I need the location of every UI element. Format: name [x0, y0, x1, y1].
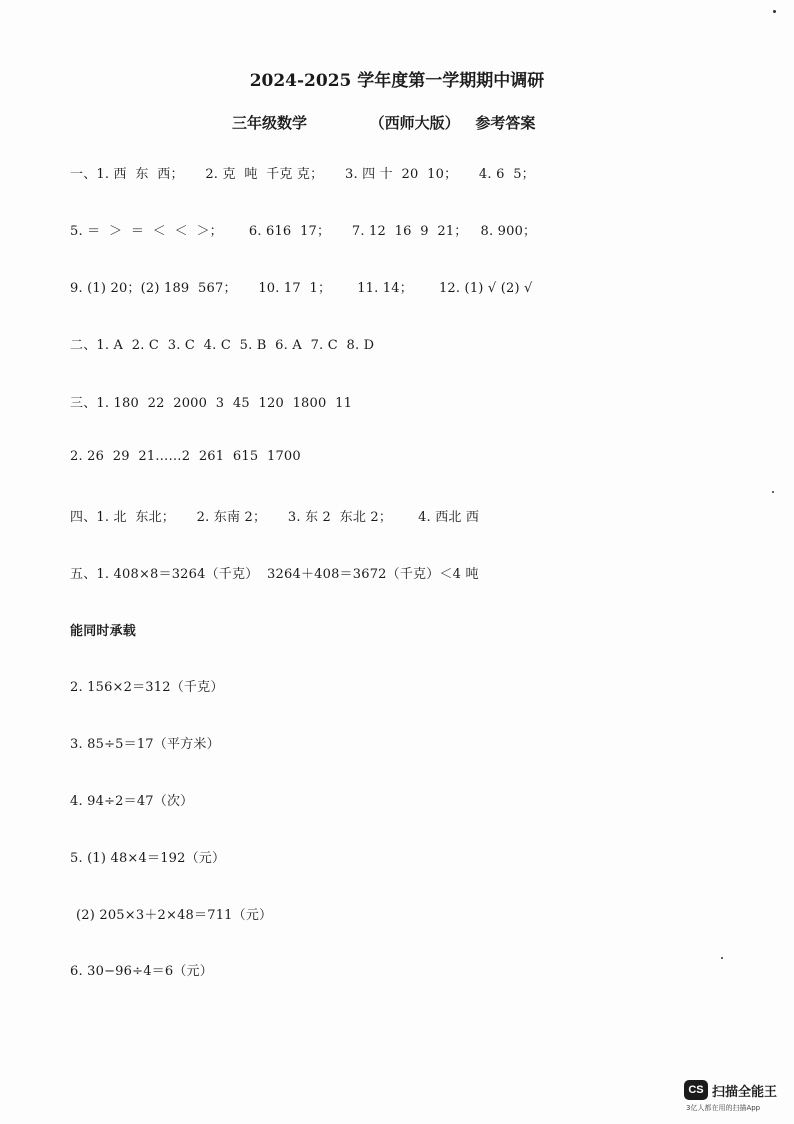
answer-line: 4. 94÷2＝47（次）	[70, 794, 194, 809]
answer-line: 一、1. 西 东 西； 2. 克 吨 千克 克； 3. 四 十 20 10； 4. 6 5；	[70, 167, 535, 182]
answer-line: 5. ＝ ＞ ＝ ＜ ＜ ＞； 6. 616 17； 7. 12 16 9 21； 8. 900；	[70, 224, 537, 239]
scan-speck	[773, 10, 776, 13]
answer-line: 9. (1) 20；(2) 189 567； 10. 17 1； 11. 14； 12. (1) √ (2) √	[70, 281, 533, 296]
page-subtitle: 三年级数学 （西师大版） 参考答案	[232, 114, 536, 132]
answer-line: 5. (1) 48×4＝192（元）	[70, 851, 226, 866]
answer-line: 四、1. 北 东北； 2. 东南 2； 3. 东 2 东北 2； 4. 西北 西	[70, 510, 480, 525]
answer-line: 二、1. A 2. C 3. C 4. C 5. B 6. A 7. C 8. D	[70, 338, 375, 353]
answer-line: 能同时承载	[70, 624, 137, 639]
answer-line: 2. 26 29 21……2 261 615 1700	[70, 449, 301, 464]
answer-line: 2. 156×2＝312（千克）	[70, 680, 224, 695]
watermark-name: 扫描全能王	[712, 1085, 778, 1100]
answer-line: 三、1. 180 22 2000 3 45 120 1800 11	[70, 396, 353, 411]
answer-line: 6. 30−96÷4＝6（元）	[70, 964, 213, 979]
watermark-tagline: 3亿人都在用的扫描App	[686, 1104, 761, 1112]
scanner-watermark	[684, 1080, 788, 1116]
scan-speck	[721, 957, 723, 959]
page-title: 2024-2025 学年度第一学期期中调研	[249, 71, 545, 91]
answer-line: 3. 85÷5＝17（平方米）	[70, 737, 220, 752]
camscanner-logo-icon: CS	[684, 1080, 708, 1100]
answer-line: (2) 205×3＋2×48＝711（元）	[76, 908, 273, 923]
scan-speck	[772, 491, 774, 493]
answer-line: 五、1. 408×8＝3264（千克） 3264＋408＝3672（千克）＜4 吨	[70, 567, 479, 582]
